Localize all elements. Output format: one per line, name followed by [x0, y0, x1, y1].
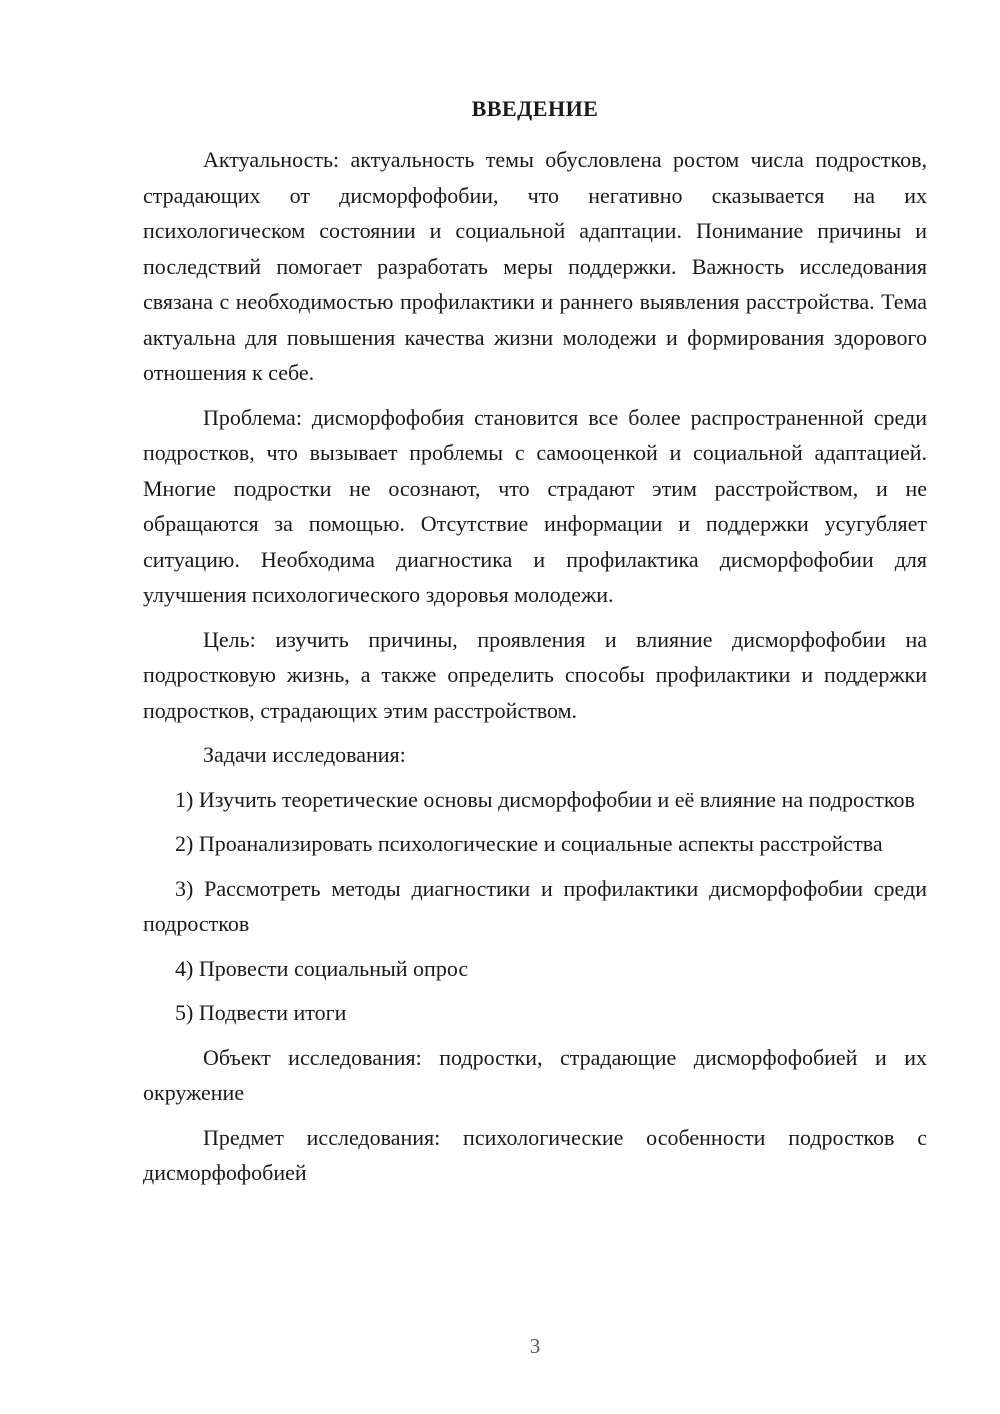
page-title: ВВЕДЕНИЕ — [471, 96, 599, 121]
tasks-list — [143, 782, 927, 1031]
document-body — [143, 142, 927, 1200]
list-item: 4) Провести социальный опрос — [175, 955, 469, 981]
goal-paragraph: Цель: изучить причины, проявления и влияние дисморфофобии на подростковую жизнь, а также определить способы профилактики и поддержки подростков, страдающих этим расстройством. — [143, 626, 927, 723]
problem-paragraph: Проблема: дисморфофобия становится все более распространенной среди подростков, что вызывает проблемы с самооценкой и социальной адаптацией. Многие подростки не осознают, что страдают этим расстройством, и не обращаются за помощью. Отсутствие информации и поддержки усугубляет ситуацию. Необходима диагностика и профилактика дисморфофобии для улучшения психологического здоровья молодежи. — [143, 404, 927, 607]
list-item: 1) Изучить теоретические основы дисморфофобии и её влияние на подростков — [175, 786, 915, 812]
page-number: 3 — [529, 1334, 541, 1358]
tasks-heading: Задачи исследования: — [203, 742, 406, 767]
object-paragraph: Объект исследования: подростки, страдающие дисморфофобией и их окружение — [143, 1044, 927, 1105]
subject-paragraph: Предмет исследования: психологические особенности подростков с дисморфофобией — [143, 1124, 927, 1185]
list-item: 2) Проанализировать психологические и социальные аспекты расстройства — [175, 831, 883, 856]
list-item: 3) Рассмотреть методы диагностики и профилактики дисморфофобии среди подростков — [143, 875, 927, 936]
list-item: 5) Подвести итоги — [175, 1000, 347, 1025]
relevance-paragraph: Актуальность: актуальность темы обусловлена ростом числа подростков, страдающих от дисморфофобии, что негативно сказывается на их психологическом состоянии и социальной адаптации. Понимание причины и последствий помогает разработать меры поддержки. Важность исследования связана с необходимостью профилактики и раннего выявления расстройства. Тема актуальна для повышения качества жизни молодежи и формирования здорового отношения к себе. — [143, 147, 927, 385]
